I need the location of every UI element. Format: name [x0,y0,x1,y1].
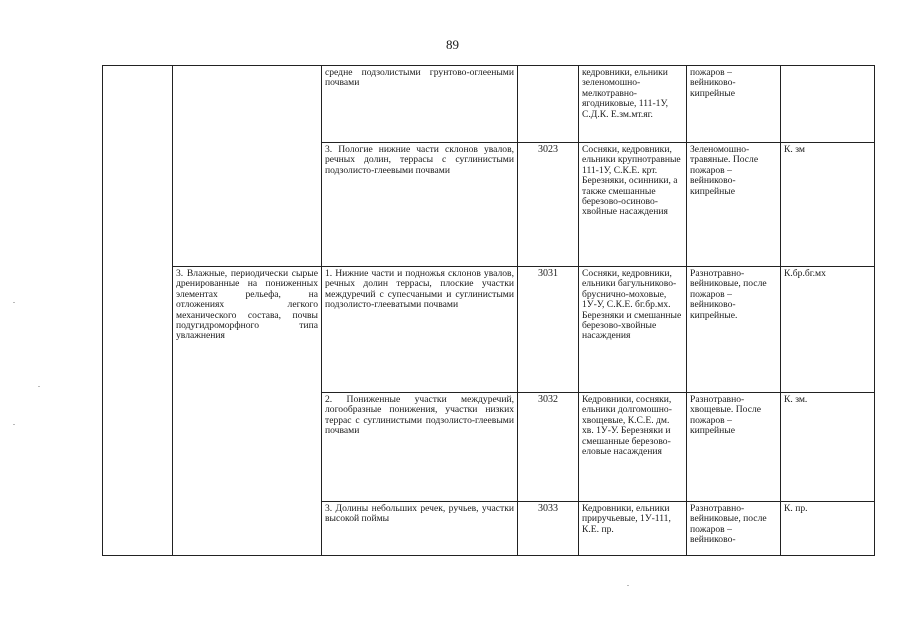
relief-cell: 3. Долины небольших речек, ручьев, участки высокой поймы [322,502,518,556]
scan-speck [627,585,629,586]
left-margin-column [103,66,173,556]
symbol-cell: К. зм. [781,393,875,502]
forest-type-code-cell: 3032 [518,393,579,502]
forest-type-cell: Кедровники, ельники приручьевые, 1У-111, К.Е. пр. [579,502,687,556]
derivative-types-cell: Разнотравно-хвощевые. После пожаров – кипрейные [687,393,781,502]
forest-type-cell: кедровники, ельники зеленомошно-мелкотравно-ягодниковые, 111-1У, С.Д.К. Е.зм.мт.яг. [579,66,687,143]
symbol-cell: К. пр. [781,502,875,556]
table-row [103,267,875,393]
relief-cell: 2. Пониженные участки междуречий, логообразные понижения, участки низких террас с суглинистыми подзолисто-глеевыми почвами [322,393,518,502]
forest-type-cell: Кедровники, сосняки, ельники долгомошно-хвощевые, К.С.Е. дм. хв. 1У-У. Березняки и смешанные березово- еловые насаждения [579,393,687,502]
page-number: 89 [446,37,459,52]
scan-speck [13,424,15,425]
forest-type-code-cell: 3031 [518,267,579,393]
moisture-condition-cell: 3. Влажные, периодически сырые дренированные на пониженных элементах рельефа, на отложениях легкого механического состава, почвы подугидроморфного типа увлажнения [173,267,322,556]
symbol-cell [781,66,875,143]
forest-type-cell: Сосняки, кедровники, ельники багульниково-бруснично-моховые, 1У-У, С.К.Е. бг.бр.мх. Березняки и смешанные березово-хвойные насаждения [579,267,687,393]
derivative-types-cell: Разнотравно-вейниковые, после пожаров – вейниково-кипрейные. [687,267,781,393]
relief-cell: 1. Нижние части и подножья склонов увалов, речных долин террасы, плоские участки междуречий с супесчаными и суглинистыми подзолисто-глееватыми почвами [322,267,518,393]
scan-speck [13,302,15,303]
forest-types-table [102,65,875,556]
relief-cell: 3. Пологие нижние части склонов увалов, речных долин, террасы с суглинистыми подзолисто-глеевыми почвами [322,143,518,267]
moisture-condition-cell [173,66,322,267]
forest-type-code-cell: 3033 [518,502,579,556]
symbol-cell: К. зм [781,143,875,267]
derivative-types-cell: пожаров – вейниково-кипрейные [687,66,781,143]
symbol-cell: К.бр.бг.мх [781,267,875,393]
relief-cell: средне подзолистыми грунтово-оглееными почвами [322,66,518,143]
forest-type-cell: Сосняки, кедровники, ельники крупнотравные 111-1У, С.К.Е. крт. Березняки, осинники, а также смешанные березово-осиново-хвойные насаждения [579,143,687,267]
derivative-types-cell: Разнотравно-вейниковые, после пожаров – вейниково- [687,502,781,556]
derivative-types-cell: Зеленомошно-травяные. После пожаров – вейниково-кипрейные [687,143,781,267]
scan-speck [38,386,40,387]
forest-type-code-cell: 3023 [518,143,579,267]
table-row [103,66,875,143]
forest-type-code-cell [518,66,579,143]
